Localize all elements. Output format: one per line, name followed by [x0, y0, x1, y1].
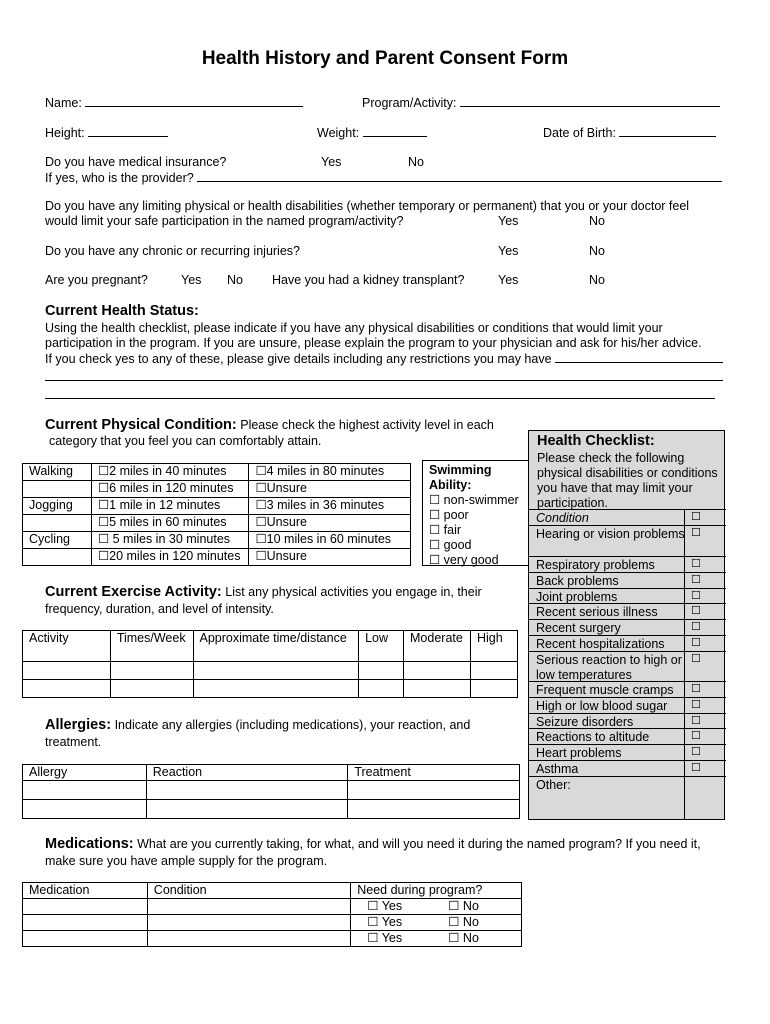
table-row — [23, 915, 522, 931]
column-reaction: Reaction — [146, 765, 348, 781]
table-cell[interactable] — [146, 800, 348, 819]
jogging-unsure[interactable]: ☐Unsure — [249, 515, 411, 532]
checkbox-cell — [684, 682, 726, 697]
medications-heading-row — [45, 836, 701, 853]
health-status-text-3: If you check yes to any of these, please give details including any restrictions you may have — [45, 352, 552, 366]
checklist-item — [529, 635, 726, 651]
checkbox-cell — [684, 620, 726, 635]
checklist-item — [529, 572, 726, 588]
checkbox[interactable]: ☐ — [691, 761, 701, 774]
checkbox-cell — [684, 729, 726, 744]
checkbox-cell — [684, 573, 726, 588]
exercise-text-1: List any physical activities you engage in, their — [225, 585, 482, 599]
walking-option-1[interactable]: ☐2 miles in 40 minutes — [91, 464, 249, 481]
health-status-text-2: participation in the program. If you are unsure, please explain the program to your physician and ask for his/her advice. — [45, 336, 702, 350]
checklist-header-row — [529, 509, 726, 525]
swimming-heading-2: Ability: — [429, 478, 472, 492]
other-field[interactable] — [684, 777, 726, 820]
checkbox[interactable]: ☐ — [691, 682, 701, 695]
restrictions-line-3[interactable] — [45, 398, 715, 399]
checkbox-cell — [684, 745, 726, 760]
pregnant-no[interactable]: No — [227, 273, 243, 287]
checkbox[interactable]: ☐ — [691, 589, 701, 602]
walking-option-2[interactable]: ☐4 miles in 80 minutes — [249, 464, 411, 481]
checkbox[interactable]: ☐ — [691, 573, 701, 586]
checklist-item-label: Recent surgery — [536, 621, 621, 635]
table-row — [23, 899, 522, 915]
weight-label: Weight: — [317, 126, 360, 140]
table-cell[interactable] — [471, 680, 518, 698]
checkbox[interactable]: ☐ — [691, 620, 701, 633]
table-cell[interactable] — [23, 680, 111, 698]
medications-text-1: What are you currently taking, for what, and will you need it during the named program? If you need it, — [137, 837, 701, 851]
table-row — [23, 800, 520, 819]
swim-poor[interactable]: ☐ poor — [429, 508, 469, 522]
health-status-text-1: Using the health checklist, please indicate if you have any physical disabilities or conditions that would limit your — [45, 321, 663, 335]
column-allergy: Allergy — [23, 765, 147, 781]
dob-field[interactable] — [619, 125, 716, 137]
health-checklist-heading: Health Checklist: — [537, 433, 655, 449]
checklist-item — [529, 728, 726, 744]
kidney-question: Have you had a kidney transplant? — [272, 273, 465, 287]
checkbox-cell — [684, 652, 726, 681]
swimming-heading-1: Swimming — [429, 463, 492, 477]
need-no-option[interactable]: ☐ No — [448, 899, 479, 913]
swim-non-swimmer[interactable]: ☐ non-swimmer — [429, 493, 519, 507]
insurance-question: Do you have medical insurance? — [45, 155, 227, 169]
checklist-item — [529, 744, 726, 760]
table-cell[interactable] — [193, 662, 359, 680]
column-need-during-program: Need during program? — [351, 883, 522, 899]
column-treatment: Treatment — [348, 765, 520, 781]
checklist-other-label: Other: — [536, 778, 571, 792]
checklist-item — [529, 681, 726, 697]
table-cell[interactable] — [404, 680, 471, 698]
allergies-text-1: Indicate any allergies (including medications), your reaction, and — [114, 718, 471, 732]
checklist-item-label: High or low blood sugar — [536, 699, 668, 713]
need-options — [351, 915, 522, 931]
table-cell[interactable] — [23, 662, 111, 680]
column-high: High — [471, 631, 518, 662]
table-cell[interactable] — [110, 662, 193, 680]
form-title: Health History and Parent Consent Form — [201, 48, 569, 69]
jogging-option-1[interactable]: ☐1 mile in 12 minutes — [91, 498, 249, 515]
table-row — [23, 781, 520, 800]
table-row — [23, 498, 411, 515]
category-cell — [23, 481, 92, 498]
table-cell[interactable] — [359, 680, 404, 698]
limiting-no[interactable]: No — [589, 214, 605, 228]
column-moderate: Moderate — [404, 631, 471, 662]
physical-heading: Current Physical Condition: — [45, 417, 237, 433]
need-options — [351, 931, 522, 947]
table-row — [23, 931, 522, 947]
allergies-heading: Allergies: — [45, 717, 112, 733]
table-row — [23, 680, 518, 698]
table-cell[interactable] — [404, 662, 471, 680]
table-cell[interactable] — [359, 662, 404, 680]
checklist-item — [529, 603, 726, 619]
table-row — [23, 532, 411, 549]
checkbox-cell — [684, 589, 726, 603]
checklist-item — [529, 760, 726, 776]
checklist-item-label: Serious reaction to high or low temperatures — [536, 653, 682, 682]
limiting-question-line1: Do you have any limiting physical or health disabilities (whether temporary or permanent) that you or your doctor feel — [45, 199, 690, 213]
dob-label: Date of Birth: — [543, 126, 616, 140]
checkbox[interactable]: ☐ — [691, 557, 701, 570]
cycling-option-3[interactable]: ☐20 miles in 120 minutes — [91, 549, 249, 566]
kidney-yes[interactable]: Yes — [498, 273, 519, 287]
checklist-item — [529, 651, 726, 681]
provider-row — [45, 170, 722, 186]
table-cell[interactable] — [147, 915, 350, 931]
checkbox[interactable]: ☐ — [691, 526, 701, 539]
program-field[interactable] — [460, 95, 720, 107]
exercise-text-2: frequency, duration, and level of intensity. — [45, 602, 274, 616]
table-cell[interactable] — [147, 899, 350, 915]
medications-table — [22, 882, 522, 947]
checkbox[interactable]: ☐ — [691, 714, 701, 727]
checklist-item-label: Joint problems — [536, 590, 618, 604]
checklist-item — [529, 697, 726, 713]
medications-text-2: make sure you have ample supply for the program. — [45, 854, 328, 868]
checkbox-cell — [684, 526, 726, 556]
limiting-yes[interactable]: Yes — [498, 214, 519, 228]
medications-heading: Medications: — [45, 836, 134, 852]
checklist-item-label: Recent hospitalizations — [536, 637, 665, 651]
checkbox[interactable]: ☐ — [691, 636, 701, 649]
health-checklist — [528, 430, 725, 820]
dob-row — [543, 125, 716, 141]
table-cell[interactable] — [348, 800, 520, 819]
restrictions-line-2[interactable] — [45, 380, 723, 381]
table-header-row — [23, 631, 518, 662]
weight-row — [317, 125, 427, 141]
allergies-text-2: treatment. — [45, 735, 102, 749]
swimming-ability-box — [422, 460, 530, 566]
checklist-item — [529, 588, 726, 603]
program-label: Program/Activity: — [362, 96, 457, 110]
exercise-heading-row — [45, 584, 482, 601]
category-cycling: Cycling — [23, 532, 92, 549]
condition-header: Condition — [536, 511, 589, 525]
name-row — [45, 95, 303, 111]
insurance-yes[interactable]: Yes — [321, 155, 342, 169]
checkbox-cell — [684, 636, 726, 651]
checkbox[interactable]: ☐ — [691, 652, 701, 665]
checklist-item — [529, 713, 726, 728]
table-row — [23, 549, 411, 566]
need-yes-option[interactable]: ☐ Yes — [367, 899, 403, 913]
table-row — [23, 662, 518, 680]
jogging-option-2[interactable]: ☐3 miles in 36 minutes — [249, 498, 411, 515]
swim-fair[interactable]: ☐ fair — [429, 523, 462, 537]
checkbox-cell — [684, 557, 726, 572]
table-row — [23, 481, 411, 498]
physical-text-1: Please check the highest activity level in each — [240, 418, 494, 432]
exercise-table — [22, 630, 518, 698]
checkbox-cell — [684, 604, 726, 619]
allergies-table — [22, 764, 520, 819]
checkbox-cell — [684, 761, 726, 776]
table-header-row — [23, 883, 522, 899]
column-times-week: Times/Week — [110, 631, 193, 662]
need-yes-option[interactable]: ☐ Yes — [367, 931, 403, 945]
physical-heading-row — [45, 417, 494, 434]
table-header-row — [23, 765, 520, 781]
height-row — [45, 125, 168, 141]
health-status-heading: Current Health Status: — [45, 303, 199, 319]
checklist-item — [529, 619, 726, 635]
table-cell[interactable] — [348, 781, 520, 800]
column-activity: Activity — [23, 631, 111, 662]
table-cell[interactable] — [193, 680, 359, 698]
cycling-option-2[interactable]: ☐10 miles in 60 minutes — [249, 532, 411, 549]
physical-condition-table — [22, 463, 411, 566]
provider-field[interactable] — [197, 170, 722, 182]
category-cell — [23, 549, 92, 566]
table-cell[interactable] — [471, 662, 518, 680]
checkbox[interactable]: ☐ — [691, 698, 701, 711]
table-cell[interactable] — [146, 781, 348, 800]
column-low: Low — [359, 631, 404, 662]
limiting-question-line2: would limit your safe participation in the named program/activity? — [45, 214, 404, 228]
table-cell[interactable] — [23, 800, 147, 819]
table-cell[interactable] — [23, 931, 148, 947]
height-label: Height: — [45, 126, 85, 140]
table-cell[interactable] — [23, 915, 148, 931]
cycling-option-1[interactable]: ☐ 5 miles in 30 minutes — [91, 532, 249, 549]
checklist-item-label: Asthma — [536, 762, 579, 776]
checkbox[interactable]: ☐ — [691, 604, 701, 617]
checkbox[interactable]: ☐ — [691, 745, 701, 758]
walking-unsure[interactable]: ☐Unsure — [249, 481, 411, 498]
jogging-option-3[interactable]: ☐5 miles in 60 minutes — [91, 515, 249, 532]
weight-field[interactable] — [363, 125, 427, 137]
name-field[interactable] — [85, 95, 303, 107]
pregnant-question: Are you pregnant? — [45, 273, 148, 287]
provider-label: If yes, who is the provider? — [45, 171, 194, 185]
table-cell[interactable] — [147, 931, 350, 947]
exercise-heading: Current Exercise Activity: — [45, 584, 222, 600]
category-jogging: Jogging — [23, 498, 92, 515]
checklist-item — [529, 556, 726, 572]
pregnant-yes[interactable]: Yes — [181, 273, 202, 287]
table-cell[interactable] — [23, 781, 147, 800]
need-no-option[interactable]: ☐ No — [448, 931, 479, 945]
column-medication: Medication — [23, 883, 148, 899]
checklist-item-other — [529, 776, 726, 820]
need-options — [351, 899, 522, 915]
kidney-no[interactable]: No — [589, 273, 605, 287]
checklist-item-label: Reactions to altitude — [536, 730, 650, 744]
checklist-item-label: Back problems — [536, 574, 619, 588]
program-row — [362, 95, 720, 111]
checklist-item-label: Seizure disorders — [536, 715, 634, 729]
checkbox-cell — [684, 698, 726, 713]
column-condition: Condition — [147, 883, 350, 899]
checklist-item-label: Hearing or vision problems — [536, 527, 685, 541]
injuries-yes[interactable]: Yes — [498, 244, 519, 258]
category-cell — [23, 515, 92, 532]
checkbox-cell — [684, 510, 726, 525]
restrictions-field[interactable] — [555, 351, 723, 363]
injuries-question: Do you have any chronic or recurring injuries? — [45, 244, 300, 258]
need-no-option[interactable]: ☐ No — [448, 915, 479, 929]
table-row — [23, 464, 411, 481]
name-label: Name: — [45, 96, 82, 110]
physical-text-2: category that you feel you can comfortably attain. — [49, 434, 322, 448]
cycling-unsure[interactable]: ☐Unsure — [249, 549, 411, 566]
checklist-item-label: Recent serious illness — [536, 605, 658, 619]
walking-option-3[interactable]: ☐6 miles in 120 minutes — [91, 481, 249, 498]
swim-very-good[interactable]: ☐ very good — [429, 553, 499, 567]
checklist-item-label: Frequent muscle cramps — [536, 683, 674, 697]
need-yes-option[interactable]: ☐ Yes — [367, 915, 403, 929]
swim-good[interactable]: ☐ good — [429, 538, 472, 552]
checkbox[interactable]: ☐ — [691, 729, 701, 742]
checklist-item-label: Respiratory problems — [536, 558, 655, 572]
table-cell[interactable] — [23, 899, 148, 915]
checkbox[interactable]: ☐ — [691, 510, 701, 523]
checkbox-cell — [684, 714, 726, 728]
table-row — [23, 515, 411, 532]
injuries-no[interactable]: No — [589, 244, 605, 258]
height-field[interactable] — [88, 125, 168, 137]
column-approx-time: Approximate time/distance — [193, 631, 359, 662]
health-checklist-intro: Please check the following physical disabilities or conditions you have that may limit your participation. — [537, 451, 718, 510]
insurance-no[interactable]: No — [408, 155, 424, 169]
checklist-item — [529, 525, 726, 556]
health-status-text-3-row — [45, 351, 723, 367]
table-cell[interactable] — [110, 680, 193, 698]
category-walking: Walking — [23, 464, 92, 481]
allergies-heading-row — [45, 717, 470, 734]
checklist-item-label: Heart problems — [536, 746, 622, 760]
